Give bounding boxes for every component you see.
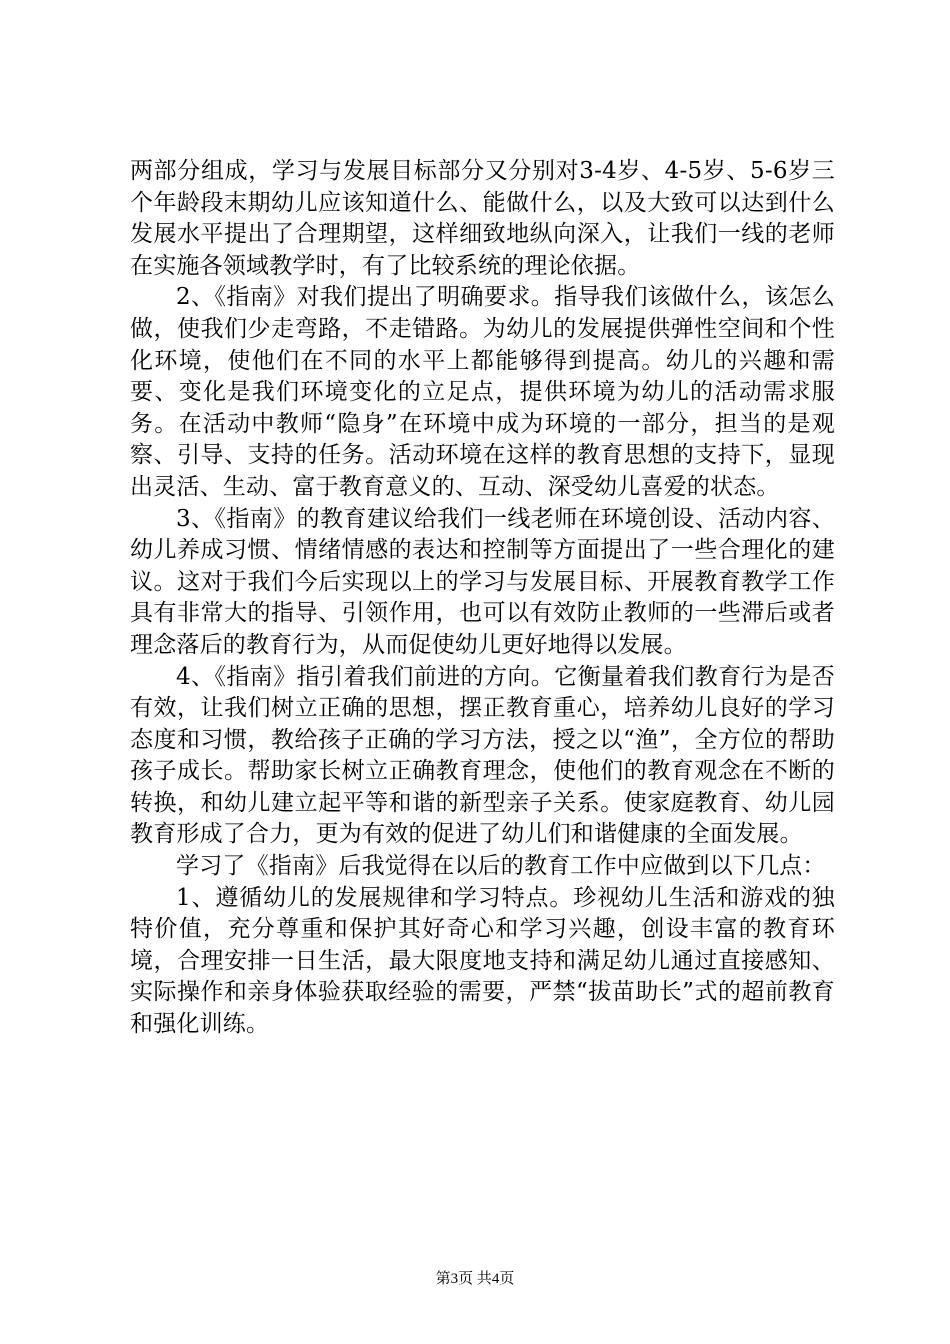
page-footer: 第3页 共4页 <box>435 1271 515 1287</box>
paragraph-5: 学习了《指南》后我觉得在以后的教育工作中应做到以下几点： <box>176 853 826 880</box>
paragraph-2: 2、《指南》对我们提出了明确要求。指导我们该做什么，该怎么做，使我们少走弯路，不走错路。为幼儿的发展提供弹性空间和个性化环境，使他们在不同的水平上都能够得到提高。幼儿的兴趣和需要、变化是我们环境变化的立足点，提供环境为幼儿的活动需求服务。在活动中教师“隐身”在环境中成为环境的一部分，担当的是观察、引导、支持的任务。活动环境在这样的教育思想的支持下，显现出灵活、生动、富于教育意义的、互动、深受幼儿喜爱的状态。 <box>130 284 835 500</box>
paragraph-3: 3、《指南》的教育建议给我们一线老师在环境创设、活动内容、幼儿养成习惯、情绪情感的表达和控制等方面提出了一些合理化的建议。这对于我们今后实现以上的学习与发展目标、开展教育教学工作具有非常大的指导、引领作用，也可以有效防止教师的一些滞后或者理念落后的教育行为，从而促使幼儿更好地得以发展。 <box>130 505 835 658</box>
paragraph-1: 两部分组成，学习与发展目标部分又分别对3-4岁、4-5岁、5-6岁三个年龄段末期幼儿应该知道什么、能做什么，以及大致可以达到什么发展水平提出了合理期望，这样细致地纵向深入，让我们一线的老师在实施各领域教学时，有了比较系统的理论依据。 <box>130 158 835 279</box>
paragraph-4: 4、《指南》指引着我们前进的方向。它衡量着我们教育行为是否有效，让我们树立正确的思想，摆正教育重心，培养幼儿良好的学习态度和习惯，教给孩子正确的学习方法，授之以“渔”，全方位的帮助孩子成长。帮助家长树立正确教育理念，使他们的教育观念在不断的转换，和幼儿建立起平等和谐的新型亲子关系。使家庭教育、幼儿园教育形成了合力，更为有效的促进了幼儿们和谐健康的全面发展。 <box>130 663 835 848</box>
document-body <box>130 156 835 1041</box>
paragraph-6: 1、遵循幼儿的发展规律和学习特点。珍视幼儿生活和游戏的独特价值，充分尊重和保护其好奇心和学习兴趣，创设丰富的教育环境，合理安排一日生活，最大限度地支持和满足幼儿通过直接感知、实际操作和亲身体验获取经验的需要，严禁“拔苗助长”式的超前教育和强化训练。 <box>130 884 835 1038</box>
